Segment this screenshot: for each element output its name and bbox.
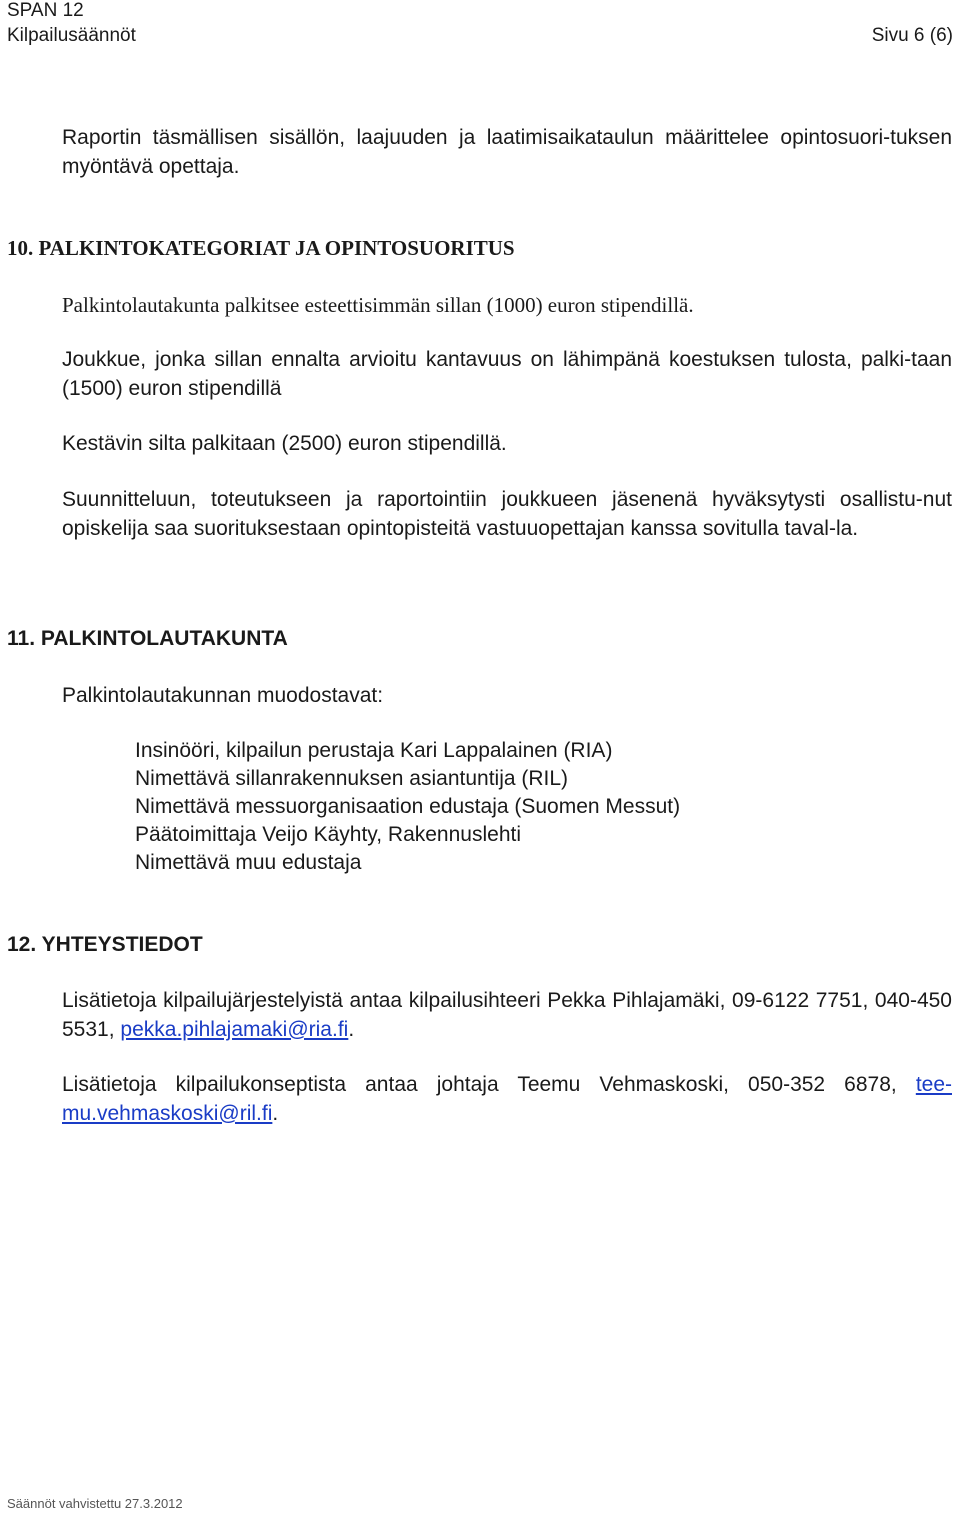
- contact-paragraph-1: [62, 987, 952, 1044]
- section-10-paragraph-2: Joukkue, jonka sillan ennalta arvioitu kantavuus on lähimpänä koestuksen tulosta, palki-taan (1500) euron stipendillä: [62, 348, 952, 400]
- intro-paragraph: Raportin täsmällisen sisällön, laajuuden ja laatimisaikataulun määrittelee opintosuori-tuksen myöntävä opettaja.: [62, 126, 952, 178]
- section-12-number: 12.: [7, 933, 37, 956]
- committee-member: Nimettävä sillanrakennuksen asiantuntija (RIL): [135, 767, 569, 790]
- section-10-paragraph-4: Suunnitteluun, toteutukseen ja raportointiin joukkueen jäsenenä hyväksytysti osallistu-nut opiskelija saa suorituksestaan opintopisteitä vastuuopettajan kanssa sovitulla taval-la.: [62, 488, 952, 540]
- section-11-intro: Palkintolautakunnan muodostavat:: [62, 684, 384, 707]
- committee-member: Nimettävä muu edustaja: [135, 851, 362, 874]
- committee-member: Nimettävä messuorganisaation edustaja (Suomen Messut): [135, 795, 681, 818]
- footer-note: Säännöt vahvistettu 27.3.2012: [7, 1496, 183, 1511]
- doc-title: Kilpailusäännöt: [7, 25, 136, 46]
- contact-2-text: Lisätietoja kilpailukonseptista antaa johtaja Teemu Vehmaskoski, 050-352 6878,: [62, 1073, 897, 1096]
- doc-code: SPAN 12: [7, 0, 84, 21]
- contact-2-end: .: [272, 1101, 279, 1125]
- section-12-title: YHTEYSTIEDOT: [41, 933, 203, 956]
- section-10-paragraph-1: Palkintolautakunta palkitsee esteettisimmän sillan (1000) euron stipendillä.: [62, 293, 694, 317]
- committee-member: Päätoimittaja Veijo Käyhty, Rakennuslehti: [135, 823, 521, 846]
- section-11-title: PALKINTOLAUTAKUNTA: [40, 627, 288, 650]
- committee-member: Insinööri, kilpailun perustaja Kari Lappalainen (RIA): [135, 739, 613, 762]
- section-10-number: 10.: [7, 236, 34, 260]
- section-12-heading: [7, 931, 203, 959]
- contact-1-email-link[interactable]: pekka.pihlajamaki@ria.fi: [120, 1017, 349, 1041]
- contact-1-end: .: [348, 1017, 355, 1041]
- contact-2-email-link[interactable]: tee-mu.vehmaskoski@ril.fi: [62, 1073, 952, 1125]
- page-number: Sivu 6 (6): [871, 25, 953, 46]
- section-10-title: PALKINTOKATEGORIAT JA OPINTOSUORITUS: [38, 236, 515, 260]
- contact-paragraph-2: [62, 1071, 952, 1128]
- section-10-heading: [7, 234, 515, 262]
- section-11-number: 11.: [7, 627, 36, 650]
- committee-member-list: [135, 737, 680, 877]
- section-11-heading: [7, 625, 288, 653]
- contact-1-text: Lisätietoja kilpailujärjestelyistä antaa kilpailusihteeri Pekka Pihlajamäki, 09-6122 7751, 040-450 5531,: [62, 989, 952, 1041]
- section-10-paragraph-3: Kestävin silta palkitaan (2500) euron stipendillä.: [62, 432, 507, 455]
